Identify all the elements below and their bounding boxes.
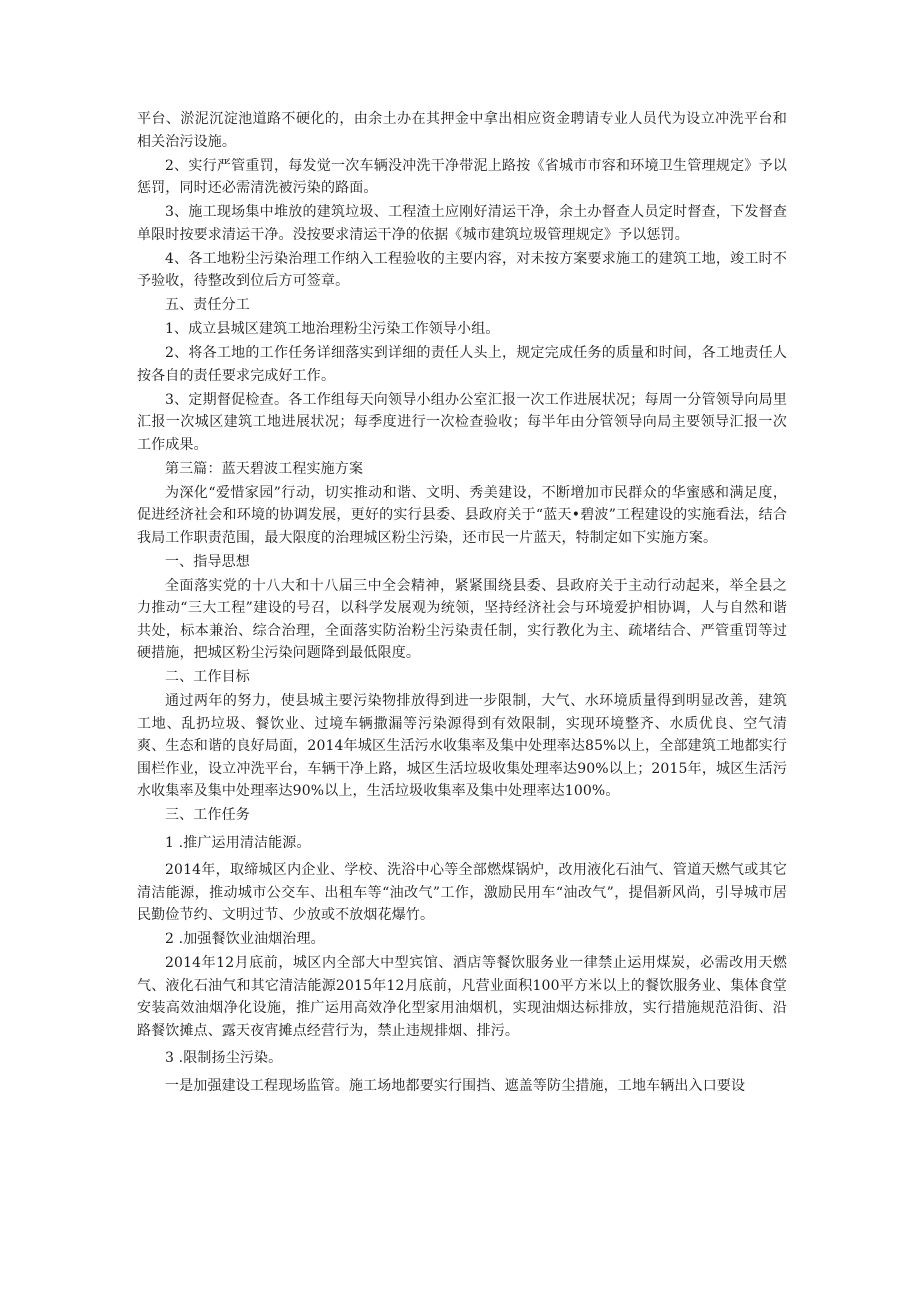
- document-page: [137, 108, 787, 1099]
- paragraph-p04: 4、各工地粉尘污染治理工作纳入工程验收的主要内容，对未按方案要求施工的建筑工地，竣工时不予验收，待整改到位后方可签章。: [137, 250, 787, 289]
- paragraph-p07: 2、将各工地的工作任务详细落实到详细的责任人头上，规定完成任务的质量和时间，各工地责任人按各自的责任要求完成好工作。: [137, 345, 787, 384]
- subheading-catering-fumes: 2 .加强餐饮业油烟治理。: [165, 931, 325, 947]
- paragraph-p21: 一是加强建设工程现场监管。施工场地都要实行围挡、遮盖等防尘措施，工地车辆出入口要设: [165, 1077, 746, 1094]
- paragraph-p01: 平台、淤泥沉淀池道路不硬化的，由余土办在其押金中拿出相应资金聘请专业人员代为设立冲洗平台和相关治污设施。: [137, 111, 787, 150]
- paragraph-p02: 2、实行严管重罚，每发觉一次车辆没冲洗干净带泥上路按《省城市市容和环境卫生管理规定》予以惩罚，同时还必需清洗被污染的路面。: [137, 157, 787, 196]
- paragraph-p19: 2014年12月底前，城区内全部大中型宾馆、酒店等餐饮服务业一律禁止运用煤炭，必需改用天燃气、液化石油气和其它清洁能源2015年12月底前，凡营业面积100平方米以上的餐饮服务业、集体食堂安装高效油烟净化设施，推广运用高效净化型家用油烟机，实现油烟达标排放，实行措施规范沿街、沿路餐饮摊点、露天夜宵摊点经营行为，禁止违规排烟、排污。: [137, 955, 787, 1039]
- paragraph-p17: 2014年，取缔城区内企业、学校、洗浴中心等全部燃煤锅炉，改用液化石油气、管道天燃气或其它清洁能源，推动城市公交车、出租车等“油改气”工作，激励民用车“油改气”，提倡新风尚，引导城市居民勤俭节约、文明过节、少放或不放烟花爆竹。: [137, 862, 787, 923]
- paragraph-p12: 全面落实党的十八大和十八届三中全会精神，紧紧围绕县委、县政府关于主动行动起来，举全县之力推动“三大工程”建设的号召，以科学发展观为统领，坚持经济社会与环境爱护相协调，人与自然和谐共处，标本兼治、综合治理，全面落实防治粉尘污染责任制，实行教化为主、疏堵结合、严管重罚等过硬措施，把城区粉尘污染问题降到最低限度。: [137, 577, 787, 661]
- subheading-dust-control: 3 .限制扬尘污染。: [165, 1050, 283, 1066]
- chapter-title-blue-sky: 第三篇：蓝天碧波工程实施方案: [165, 460, 364, 477]
- subheading-clean-energy: 1 .推广运用清洁能源。: [165, 834, 311, 851]
- section-heading-work-goals: 二、工作目标: [165, 669, 250, 685]
- section-heading-responsibility: 五、责任分工: [165, 297, 250, 313]
- section-heading-guiding-ideology: 一、指导思想: [165, 553, 250, 570]
- paragraph-p03: 3、施工现场集中堆放的建筑垃圾、工程渣土应刚好清运干净，余土办督查人员定时督查，下发督查单限时按要求清运干净。没按要求清运干净的依据《城市建筑垃圾管理规定》予以惩罚。: [137, 204, 787, 243]
- paragraph-p08: 3、定期督促检查。各工作组每天向领导小组办公室汇报一次工作进展状况；每周一分管领导向局里汇报一次城区建筑工地进展状况；每季度进行一次检查验收；每半年由分管领导向局主要领导汇报一次工作成果。: [137, 391, 787, 453]
- paragraph-p14: 通过两年的努力，使县城主要污染物排放得到进一步限制，大气、水环境质量得到明显改善，建筑工地、乱扔垃圾、餐饮业、过境车辆撒漏等污染源得到有效限制，实现环境整齐、水质优良、空气清爽、生态和谐的良好局面，2014年城区生活污水收集率及集中处理率达85%以上，全部建筑工地都实行围栏作业，设立冲洗平台，车辆干净上路，城区生活垃圾收集处理率达90%以上；2015年，城区生活污水收集率及集中处理率达90%以上，生活垃圾收集率及集中处理率达100%。: [137, 693, 787, 799]
- paragraph-p10: 为深化“爱惜家园”行动，切实推动和谐、文明、秀美建设，不断增加市民群众的华蜜感和满足度，促进经济社会和环境的协调发展，更好的实行县委、县政府关于“蓝天•碧波”工程建设的实施看法，结合我局工作职责范围，最大限度的治理城区粉尘污染，还市民一片蓝天，特制定如下实施方案。: [137, 484, 787, 546]
- paragraph-p06: 1、成立县城区建筑工地治理粉尘污染工作领导小组。: [165, 321, 500, 337]
- section-heading-work-tasks: 三、工作任务: [165, 807, 250, 823]
